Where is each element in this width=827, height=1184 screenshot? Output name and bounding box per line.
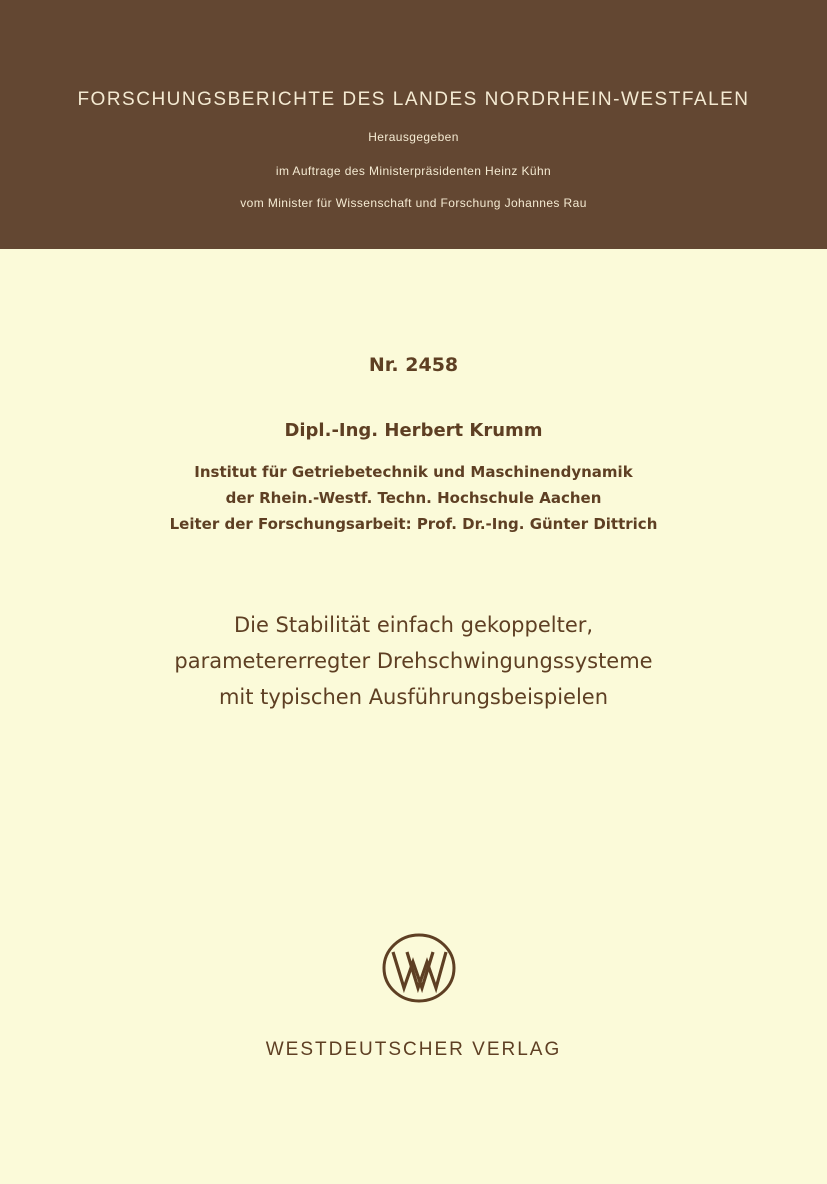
editor-line-3: vom Minister für Wissenschaft und Forschung Johannes Rau bbox=[240, 196, 587, 210]
header-band bbox=[0, 0, 827, 249]
book-title-line-2: parametererregter Drehschwingungssysteme bbox=[174, 649, 653, 673]
author-name: Dipl.-Ing. Herbert Krumm bbox=[284, 420, 543, 441]
institute-line-2: der Rhein.-Westf. Techn. Hochschule Aachen bbox=[225, 489, 602, 507]
publisher-name: WESTDEUTSCHER VERLAG bbox=[265, 1039, 562, 1060]
series-title: FORSCHUNGSBERICHTE DES LANDES NORDRHEIN-WESTFALEN bbox=[77, 89, 750, 110]
report-number: Nr. 2458 bbox=[368, 354, 459, 376]
institute-line-3: Leiter der Forschungsarbeit: Prof. Dr.-Ing. Günter Dittrich bbox=[169, 515, 658, 533]
institute-line-1: Institut für Getriebetechnik und Maschinendynamik bbox=[194, 463, 633, 481]
editor-line-2: im Auftrage des Ministerpräsidenten Heinz Kühn bbox=[275, 164, 552, 178]
publisher-logo-icon bbox=[380, 932, 458, 1004]
editor-line-1: Herausgegeben bbox=[368, 130, 459, 144]
book-title-line-1: Die Stabilität einfach gekoppelter, bbox=[233, 613, 594, 637]
book-title-line-3: mit typischen Ausführungsbeispielen bbox=[218, 685, 609, 709]
